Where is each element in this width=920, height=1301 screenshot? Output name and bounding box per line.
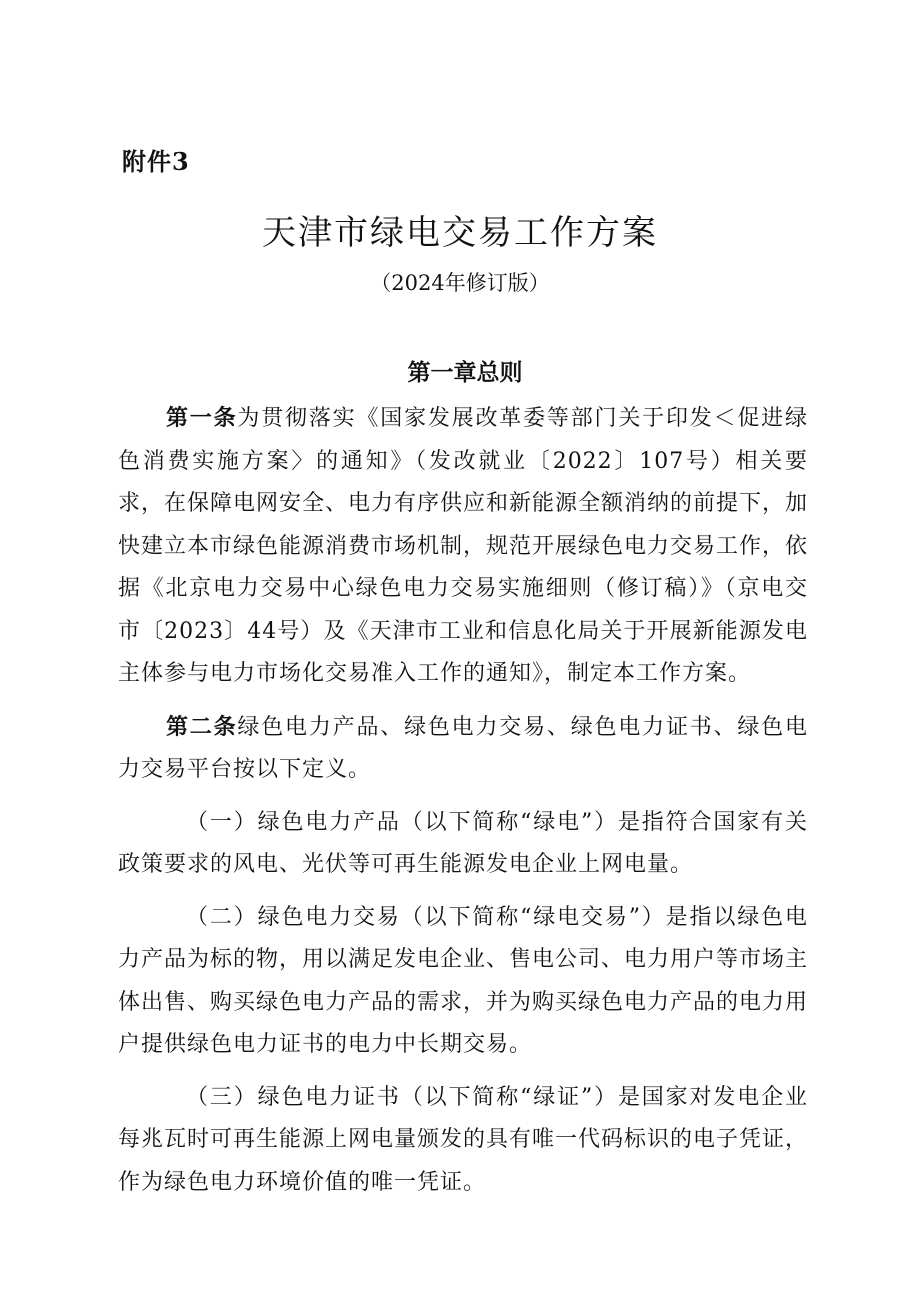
article-1 (118, 397, 808, 696)
article-2 (118, 706, 808, 792)
attachment-label: 附件3 (122, 147, 190, 176)
article-1-text: 为贯彻落实《国家发展改革委等部门关于印发＜促进绿色消费实施方案〉的通知》（发改就业〔2022〕107号）相关要求，在保障电网安全、电力有序供应和新能源全额消纳的前提下，加快建立本市绿色能源消费市场机制，规范开展绿色电力交易工作，依据《北京电力交易中心绿色电力交易实施细则（修订稿）》（京电交市〔2023〕44号）及《天津市工业和信息化局关于开展新能源发电主体参与电力市场化交易准入工作的通知》，制定本工作方案。 (118, 406, 809, 686)
definition-item-2: （二）绿色电力交易（以下简称“绿电交易”）是指以绿色电力产品为标的物，用以满足发电企业、售电公司、电力用户等市场主体出售、购买绿色电力产品的需求，并为购买绿色电力产品的电力用户提供绿色电力证书的电力中长期交易。 (118, 904, 809, 1057)
document-body (118, 397, 808, 1204)
chapter-heading: 第一章总则 (407, 359, 523, 386)
paragraph-gap (118, 792, 808, 802)
document-subtitle: （2024年修订版） (370, 271, 550, 295)
article-2-text: 绿色电力产品、绿色电力交易、绿色电力证书、绿色电力交易平台按以下定义。 (118, 714, 808, 782)
definition-item-1: （一）绿色电力产品（以下简称“绿电”）是指符合国家有关政策要求的风电、光伏等可再生能源发电企业上网电量。 (118, 809, 808, 877)
article-2-label: 第二条 (166, 713, 238, 740)
paragraph-gap (118, 696, 808, 706)
article-1-label: 第一条 (166, 405, 238, 431)
paragraph-gap (118, 1067, 808, 1077)
definition-item-3: （三）绿色电力证书（以下简称“绿证”）是国家对发电企业每兆瓦时可再生能源上网电量颁发的具有唯一代码标识的电子凭证，作为绿色电力环境价值的唯一凭证。 (118, 1084, 809, 1195)
document-title: 天津市绿电交易工作方案 (262, 213, 658, 253)
paragraph-gap (118, 887, 808, 897)
